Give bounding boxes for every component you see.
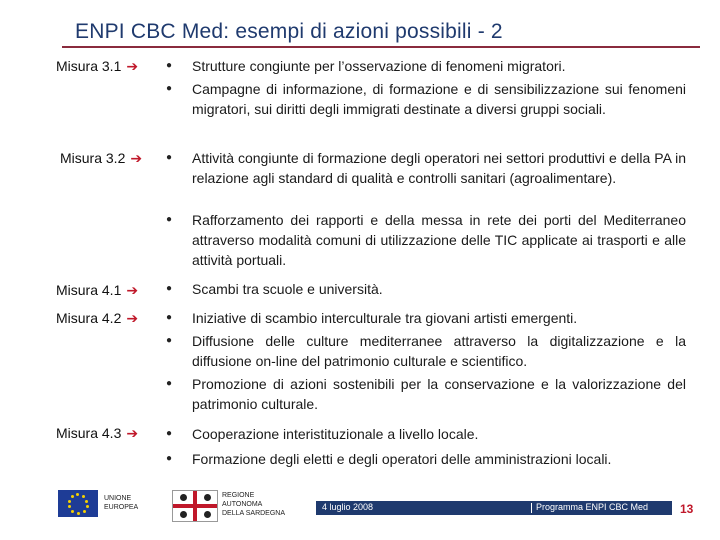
bullet-dot-icon: ●: [166, 428, 173, 439]
misura-label: Misura 4.2 ➔: [56, 310, 139, 326]
bullet-dot-icon: ●: [166, 453, 173, 464]
bullet-dot-icon: ●: [166, 312, 173, 323]
title-divider: [62, 46, 700, 48]
arrow-right-icon: ➔: [126, 58, 139, 74]
bullet-dot-icon: ●: [166, 378, 173, 389]
slide-title: ENPI CBC Med: esempi di azioni possibili - 2: [75, 20, 503, 43]
list-item: ● Formazione degli eletti e degli operatori delle amministrazioni locali.: [166, 451, 612, 467]
list-item: ● Strutture congiunte per l’osservazione di fenomeni migratori.: [166, 58, 566, 74]
list-item: ● Attività congiunte di formazione degli operatori nei settori produttivi e della PA in relazione agli standard di qualità e controlli sanitari (agroalimentare).: [166, 150, 686, 186]
misura-label: Misura 4.3 ➔: [56, 425, 139, 441]
misura-label: Misura 4.1 ➔: [56, 282, 139, 298]
bullet-dot-icon: ●: [166, 283, 173, 294]
bullet-dot-icon: ●: [166, 335, 173, 346]
list-item: ● Rafforzamento dei rapporti e della messa in rete dei porti del Mediterraneo attraverso modalità comuni di utilizzazione delle TIC applicate ai trasporti e alle attività portuali.: [166, 212, 686, 268]
footer-program: Programma ENPI CBC Med: [536, 502, 649, 512]
arrow-right-icon: ➔: [126, 425, 139, 441]
bullet-dot-icon: ●: [166, 152, 173, 163]
region-label: REGIONE AUTONOMA DELLA SARDEGNA: [222, 492, 286, 517]
bullet-dot-icon: ●: [166, 83, 173, 94]
arrow-right-icon: ➔: [126, 282, 139, 298]
footer-date: 4 luglio 2008: [322, 502, 374, 512]
bullet-dot-icon: ●: [166, 214, 173, 225]
eu-label: UNIONE EUROPEA: [104, 495, 139, 511]
bullet-dot-icon: ●: [166, 60, 173, 71]
footer-separator: [531, 503, 532, 513]
list-item: ● Scambi tra scuole e università.: [166, 281, 383, 297]
list-item: ● Iniziative di scambio interculturale tra giovani artisti emergenti.: [166, 310, 578, 326]
list-item: ● Cooperazione interistituzionale a livello locale.: [166, 426, 479, 442]
sardinia-flag-icon: [172, 490, 218, 522]
misura-label: Misura 3.1 ➔: [56, 58, 139, 74]
misura-label: Misura 3.2 ➔: [60, 150, 143, 166]
list-item: ● Diffusione delle culture mediterranee attraverso la digitalizzazione e la diffusione on-line del patrimonio culturale e scientifico.: [166, 333, 686, 369]
eu-flag-icon: [58, 490, 98, 517]
list-item: ● Promozione di azioni sostenibili per la conservazione e la valorizzazione del patrimonio culturale.: [166, 376, 686, 412]
list-item: ● Campagne di informazione, di formazione e di sensibilizzazione sui fenomeni migratori, sui diritti degli immigrati destinate a diversi gruppi sociali.: [166, 81, 686, 117]
arrow-right-icon: ➔: [130, 150, 143, 166]
slide-footer: [0, 482, 720, 540]
page-number: 13: [680, 502, 694, 516]
arrow-right-icon: ➔: [126, 310, 139, 326]
